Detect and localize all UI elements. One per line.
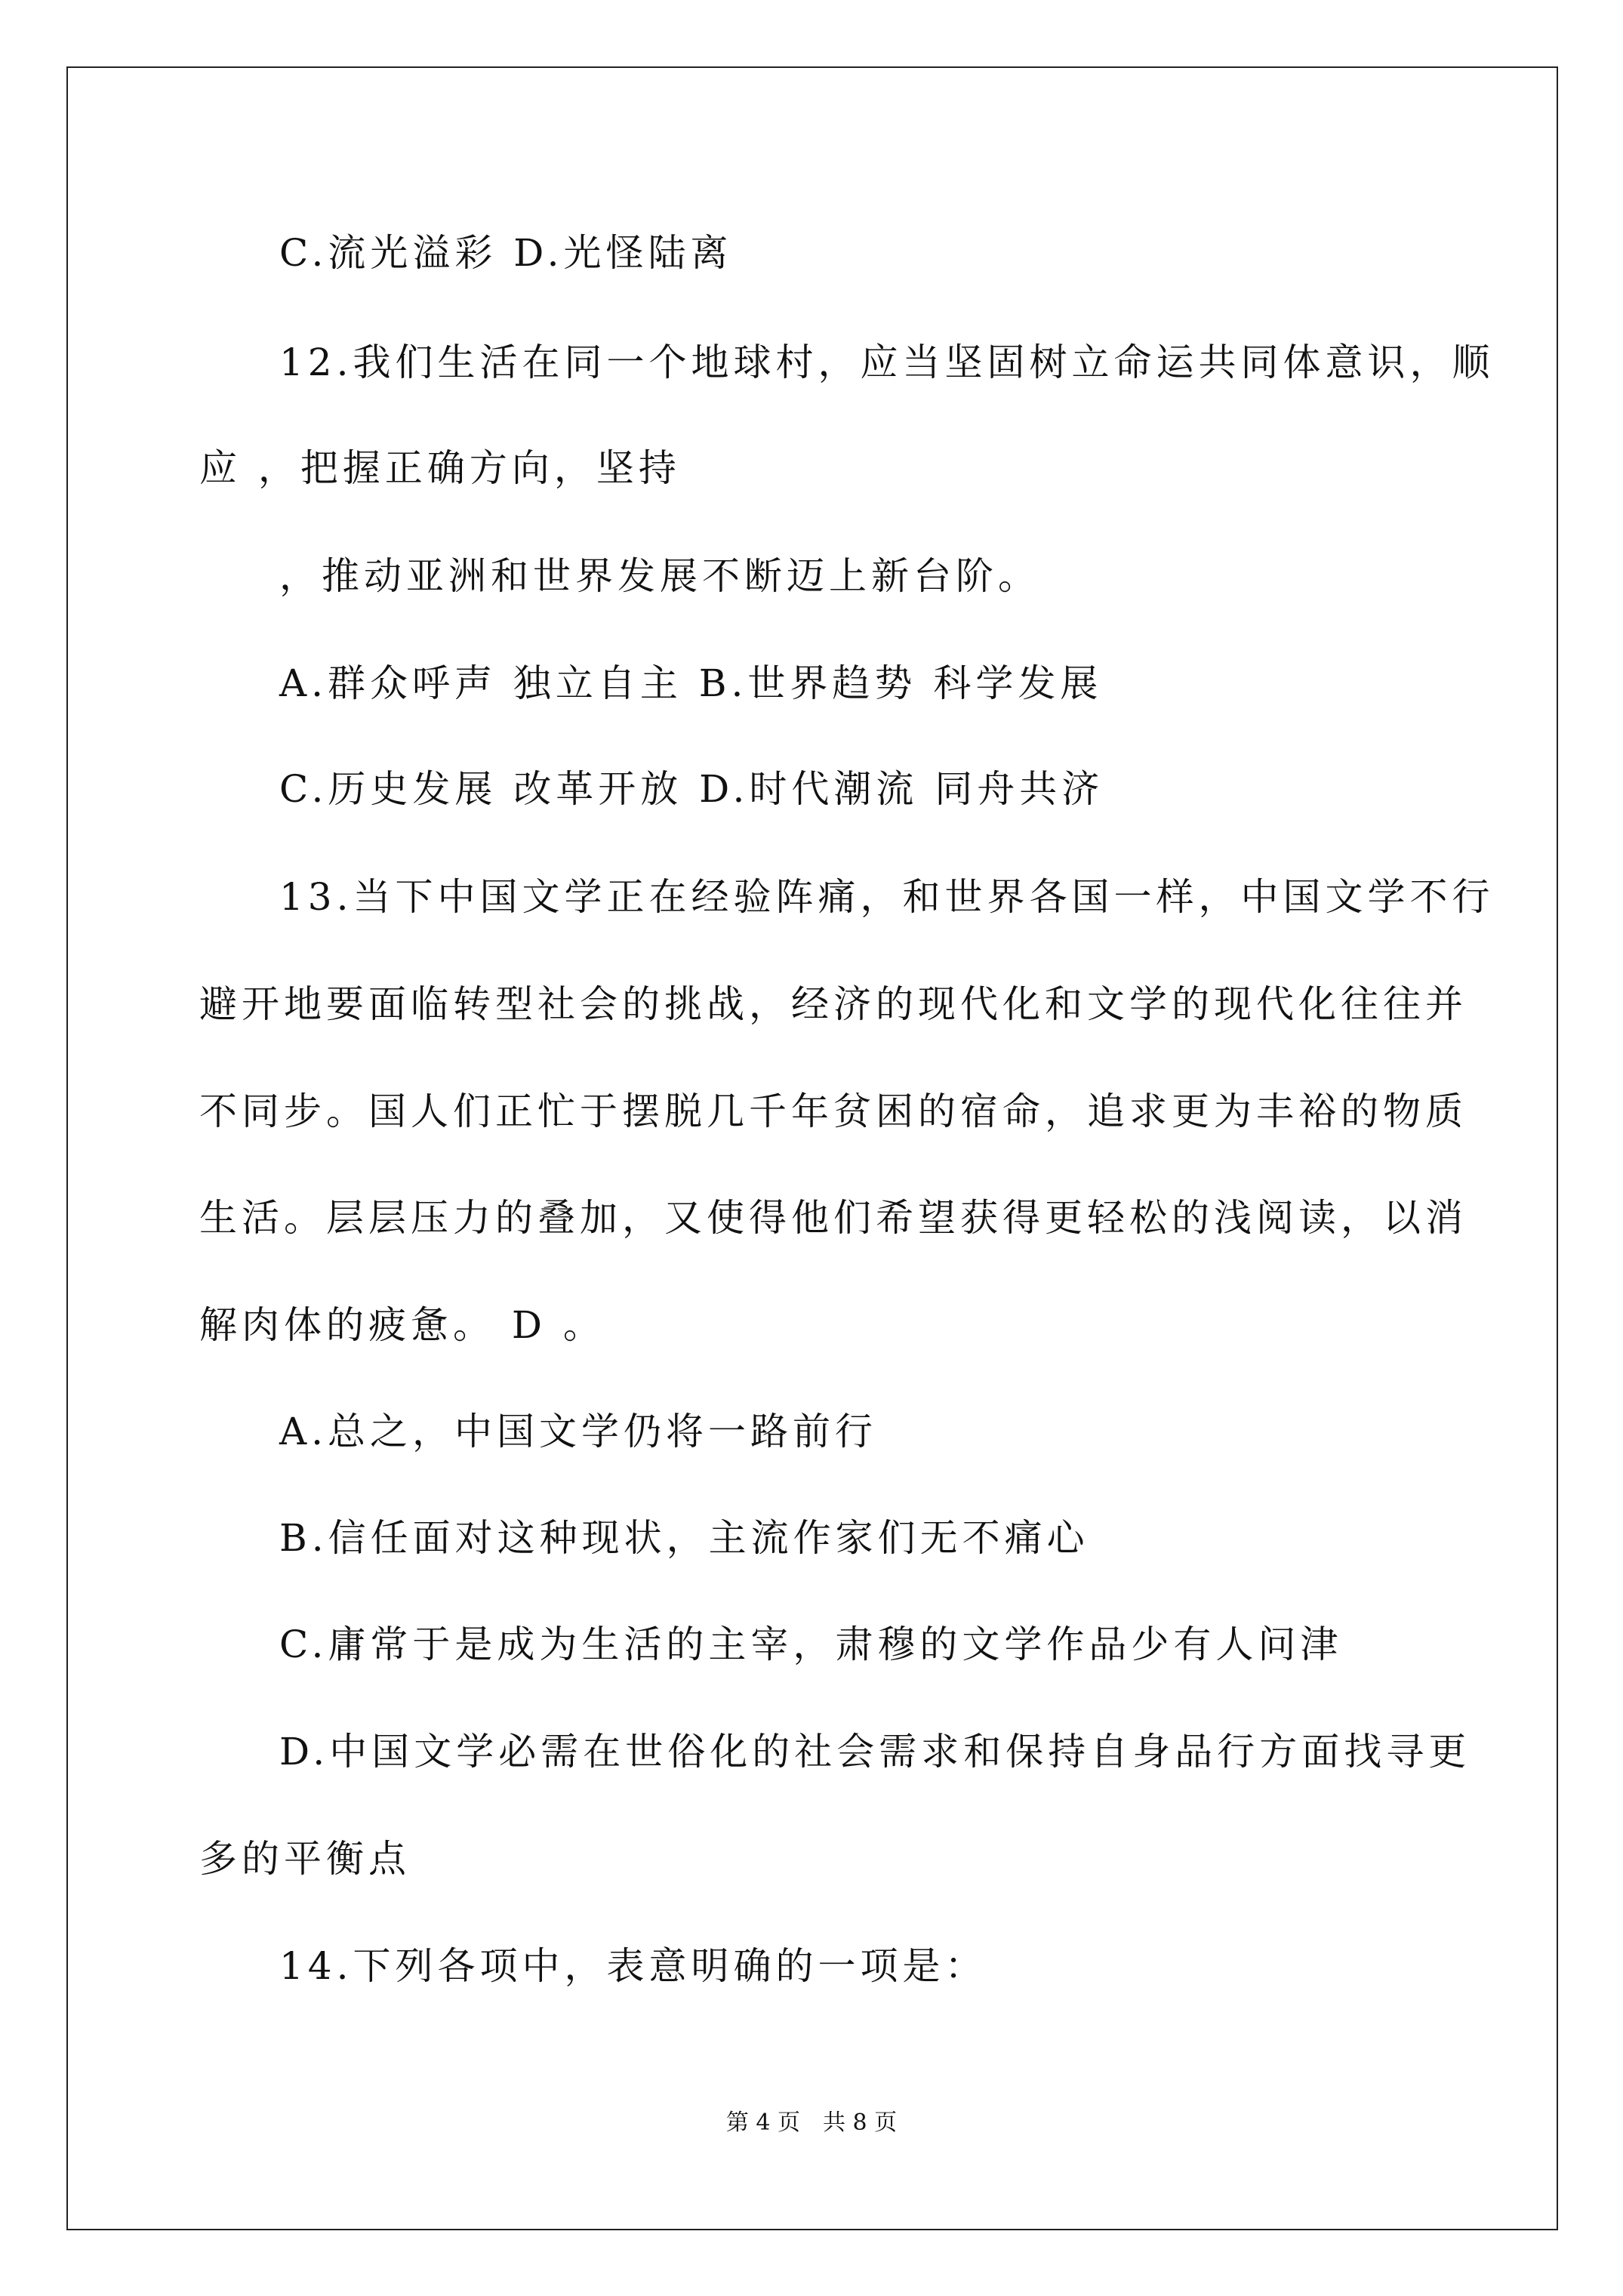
option-line-11cd: C.流光溢彩 D.光怪陆离 — [279, 231, 733, 275]
question-14-line-1: 14.下列各项中，表意明确的一项是： — [279, 1944, 987, 1988]
option-line-12cd: C.历史发展 改革开放 D.时代潮流 同舟共济 — [279, 767, 1104, 811]
option-13d-line-2: 多的平衡点 — [199, 1837, 411, 1881]
question-13-line-1: 13.当下中国文学正在经验阵痛，和世界各国一样，中国文学不行 — [279, 875, 1495, 919]
option-13b: B.信任面对这种现状，主流作家们无不痛心 — [279, 1516, 1089, 1560]
question-13-line-5: 解肉体的疲惫。 D 。 — [199, 1303, 605, 1347]
question-12-line-3: ，推动亚洲和世界发展不断迈上新台阶。 — [279, 554, 1040, 598]
question-13-line-2: 避开地要面临转型社会的挑战，经济的现代化和文学的现代化往往并 — [199, 982, 1467, 1026]
page-footer: 第 4 页 共 8 页 — [725, 2110, 898, 2136]
option-line-12ab: A.群众呼声 独立自主 B.世界趋势 科学发展 — [279, 661, 1103, 705]
question-13-line-4: 生活。层层压力的叠加，又使得他们希望获得更轻松的浅阅读，以消 — [199, 1196, 1467, 1240]
question-12-line-1: 12.我们生活在同一个地球村，应当坚固树立命运共同体意识，顺 — [279, 341, 1495, 384]
option-13d-line-1: D.中国文学必需在世俗化的社会需求和保持自身品行方面找寻更 — [279, 1730, 1471, 1774]
page-border — [66, 66, 1558, 2230]
question-12-line-2: 应 ，把握正确方向，坚持 — [199, 446, 681, 490]
option-13c: C.庸常于是成为生活的主宰，肃穆的文学作品少有人问津 — [279, 1623, 1343, 1666]
question-13-line-3: 不同步。国人们正忙于摆脱几千年贫困的宿命，追求更为丰裕的物质 — [199, 1089, 1467, 1133]
option-13a: A.总之，中国文学仍将一路前行 — [279, 1410, 878, 1453]
